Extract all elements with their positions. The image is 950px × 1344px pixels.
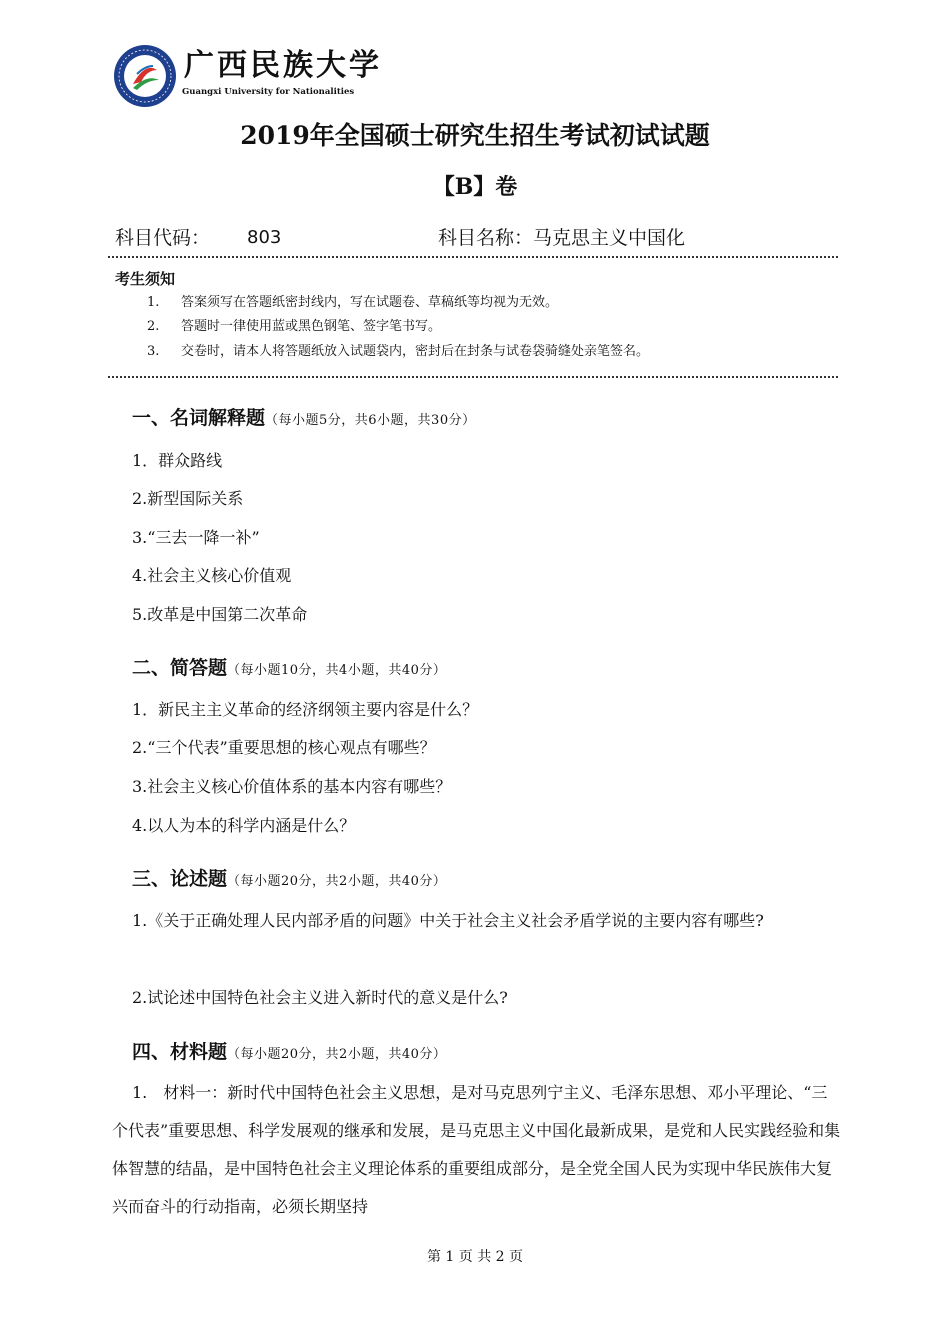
question-item: 2.“三个代表”重要思想的核心观点有哪些？ xyxy=(132,738,436,757)
section-heading-3: 三、论述题（每小题20分，共2小题，共40分） xyxy=(132,868,447,890)
question-item: 1．新民主主义革命的经济纲领主要内容是什么？ xyxy=(132,700,479,719)
question-item: 1．群众路线 xyxy=(132,451,223,470)
question-item: 3.社会主义核心价值体系的基本内容有哪些？ xyxy=(132,777,452,796)
notice-item: 1. 答案须写在答题纸密封线内，写在试题卷、草稿纸等均视为无效。 xyxy=(147,295,559,310)
question-item: 2.试论述中国特色社会主义进入新时代的意义是什么? xyxy=(132,988,508,1007)
question-item: 5.改革是中国第二次革命 xyxy=(132,605,308,624)
question-item: 4.以人为本的科学内涵是什么？ xyxy=(132,816,356,835)
paper-label: 【B】卷 xyxy=(432,174,518,200)
question-item: 2.新型国际关系 xyxy=(132,489,244,508)
question-item: 3.“三去一降一补” xyxy=(132,528,260,547)
subject-code-label: 科目代码： xyxy=(115,227,211,249)
notice-item: 2. 答题时一律使用蓝或黑色钢笔、签字笔书写。 xyxy=(147,319,442,334)
exam-title: 2019年全国硕士研究生招生考试初试试题 xyxy=(240,121,710,150)
section-heading-1: 一、名词解释题（每小题5分，共6小题，共30分） xyxy=(132,407,476,429)
question-item: 4.社会主义核心价值观 xyxy=(132,566,292,585)
section-heading-2: 二、简答题（每小题10分，共4小题，共40分） xyxy=(132,657,447,679)
page-number: 第 1 页 共 2 页 xyxy=(426,1249,524,1265)
subject-code: 803 xyxy=(247,227,282,248)
university-name: 广西民族大学 xyxy=(184,48,382,83)
question-item: 1.《关于正确处理人民内部矛盾的问题》中关于社会主义社会矛盾学说的主要内容有哪些? xyxy=(132,911,764,930)
university-seal-logo xyxy=(113,44,177,108)
notice-item: 3. 交卷时，请本人将答题纸放入试题袋内，密封后在封条与试卷袋骑缝处亲笔签名。 xyxy=(147,344,650,359)
material-paragraph: 1. 材料一：新时代中国特色社会主义思想，是对马克思列宁主义、毛泽东思想、邓小平理论、“三个代表”重要思想、科学发展观的继承和发展，是马克思主义中国化最新成果，是党和人民实践经验和集体智慧的结晶，是中国特色社会主义理论体系的重要组成部分，是全党全国人民为实现中华民族伟大复兴而奋斗的行动指南，必须长期坚持 xyxy=(112,1083,841,1216)
notice-heading: 考生须知 xyxy=(115,270,176,288)
university-name-en: Guangxi University for Nationalities xyxy=(182,87,355,97)
subject-name: 科目名称：马克思主义中国化 xyxy=(438,227,686,249)
divider-bottom xyxy=(108,376,838,378)
section-heading-4: 四、材料题（每小题20分，共2小题，共40分） xyxy=(132,1041,447,1063)
divider-top xyxy=(108,256,838,258)
